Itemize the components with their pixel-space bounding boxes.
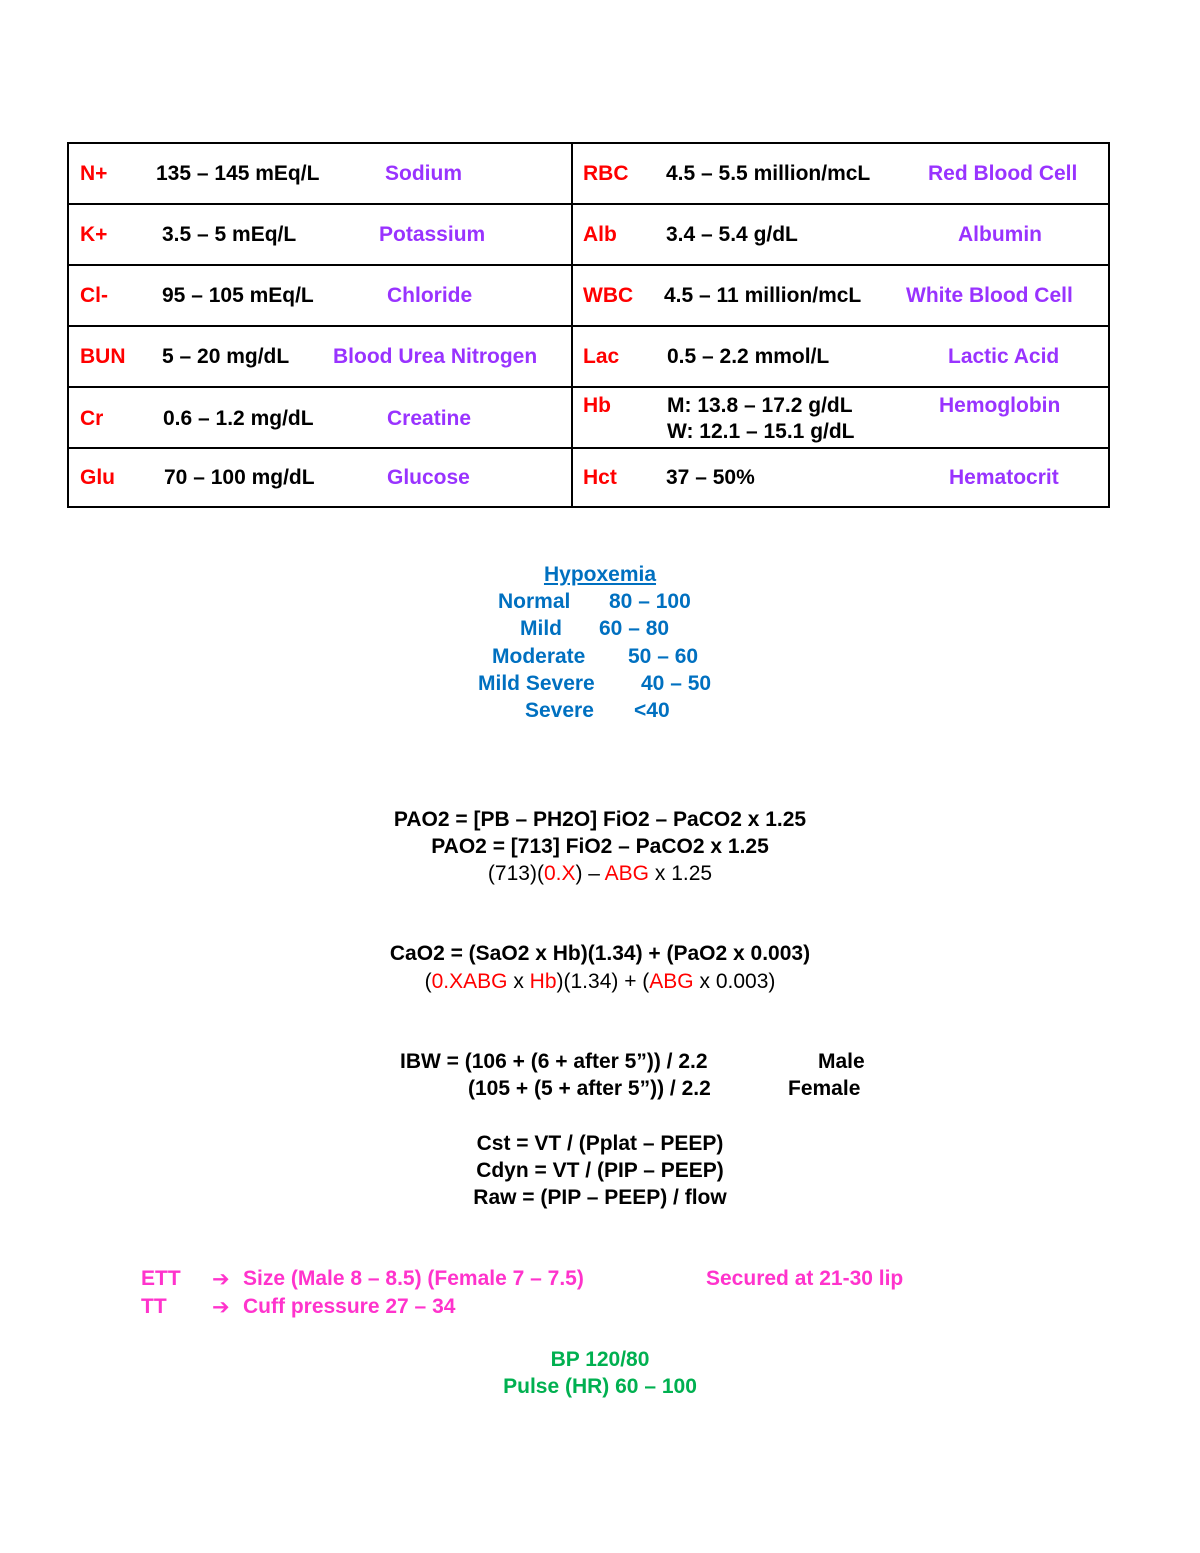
table-row (69, 205, 1108, 266)
pao2-worked-formula (0, 862, 1200, 886)
hypoxemia-level-label: Severe (525, 699, 594, 722)
lab-abbr: RBC (583, 162, 629, 185)
table-row (69, 144, 1108, 205)
ibw-female-formula: (105 + (5 + after 5”)) / 2.2 (468, 1077, 711, 1100)
lab-range-women: W: 12.1 – 15.1 g/dL (667, 420, 855, 443)
tt-label: TT (141, 1295, 167, 1318)
pulse-rate: Pulse (HR) 60 – 100 (503, 1375, 697, 1398)
hypoxemia-level-label: Normal (498, 590, 571, 613)
lab-range: 5 – 20 mg/dL (162, 345, 290, 368)
hypoxemia-level-label: Mild (520, 617, 562, 640)
hypoxemia-level-range: 40 – 50 (641, 672, 712, 695)
pao2-formula: PAO2 = [PB – PH2O] FiO2 – PaCO2 x 1.25 (393, 808, 807, 831)
lab-abbr: Hb (583, 394, 611, 417)
arrow-icon: ➔ (212, 1296, 230, 1319)
hypoxemia-level-range: <40 (634, 699, 670, 722)
lab-name: Sodium (385, 162, 462, 185)
cao2-worked-formula (0, 970, 1200, 994)
blood-pressure: BP 120/80 (550, 1348, 650, 1371)
lab-name: Potassium (379, 223, 486, 246)
lab-name: Albumin (958, 223, 1042, 246)
formula-part: 0.X (543, 862, 576, 885)
table-row (69, 266, 1108, 327)
hypoxemia-title: Hypoxemia (543, 563, 657, 586)
lab-values-table (67, 142, 1110, 508)
hypoxemia-level-range: 60 – 80 (599, 617, 670, 640)
formula-part: (713)( (487, 862, 544, 885)
lab-abbr: N+ (80, 162, 108, 185)
lab-abbr: Alb (583, 223, 617, 246)
arrow-icon: ➔ (212, 1268, 230, 1291)
lab-range: 0.5 – 2.2 mmol/L (667, 345, 830, 368)
lab-abbr: Glu (80, 466, 115, 489)
lab-range-men: M: 13.8 – 17.2 g/dL (667, 394, 853, 417)
hypoxemia-level-range: 80 – 100 (609, 590, 691, 613)
lab-name: Chloride (387, 284, 473, 307)
ett-size-text: Size (Male 8 – 8.5) (Female 7 – 7.5) (243, 1267, 584, 1290)
lab-abbr: WBC (583, 284, 634, 307)
cao2-formula: CaO2 = (SaO2 x Hb)(1.34) + (PaO2 x 0.003) (389, 942, 811, 965)
ibw-female-label: Female (788, 1077, 861, 1100)
ett-label: ETT (141, 1267, 181, 1290)
pao2-formula-simplified: PAO2 = [713] FiO2 – PaCO2 x 1.25 (431, 835, 769, 858)
lab-abbr: Cr (80, 407, 104, 430)
formula-part: ABG (649, 970, 694, 993)
lab-name: Glucose (387, 466, 470, 489)
hypoxemia-level-range: 50 – 60 (628, 645, 699, 668)
dynamic-compliance-formula: Cdyn = VT / (PIP – PEEP) (476, 1159, 724, 1182)
lab-name: Red Blood Cell (928, 162, 1078, 185)
lab-range: 135 – 145 mEq/L (156, 162, 320, 185)
lab-range: 95 – 105 mEq/L (162, 284, 314, 307)
formula-part: ( (424, 970, 432, 993)
lab-abbr: Lac (583, 345, 620, 368)
ett-secured-text: Secured at 21-30 lip (706, 1267, 904, 1290)
formula-part: )(1.34) + ( (556, 970, 650, 993)
lab-abbr: K+ (80, 223, 108, 246)
lab-abbr: Cl- (80, 284, 108, 307)
formula-part: ABG (604, 862, 650, 885)
lab-name: Creatine (387, 407, 472, 430)
lab-range: 3.5 – 5 mEq/L (162, 223, 297, 246)
lab-name: Lactic Acid (948, 345, 1060, 368)
tt-cuff-text: Cuff pressure 27 – 34 (243, 1295, 456, 1318)
lab-name: White Blood Cell (906, 284, 1073, 307)
ibw-male-label: Male (818, 1050, 865, 1073)
hypoxemia-level-label: Moderate (492, 645, 586, 668)
static-compliance-formula: Cst = VT / (Pplat – PEEP) (476, 1132, 724, 1155)
lab-name: Hematocrit (949, 466, 1059, 489)
lab-range: 4.5 – 11 million/mcL (664, 284, 862, 307)
lab-range: 70 – 100 mg/dL (164, 466, 315, 489)
formula-part: x (507, 970, 530, 993)
lab-abbr: Hct (583, 466, 617, 489)
lab-abbr: BUN (80, 345, 126, 368)
lab-range: 4.5 – 5.5 million/mcL (666, 162, 871, 185)
lab-range: 37 – 50% (666, 466, 755, 489)
lab-range: 0.6 – 1.2 mg/dL (163, 407, 314, 430)
formula-part: ) – (575, 862, 605, 885)
formula-part: x 0.003) (693, 970, 776, 993)
airway-resistance-formula: Raw = (PIP – PEEP) / flow (473, 1186, 727, 1209)
lab-name: Blood Urea Nitrogen (333, 345, 538, 368)
formula-part: 0.XABG (431, 970, 508, 993)
table-row (69, 388, 1108, 449)
ibw-male-formula: IBW = (106 + (6 + after 5”)) / 2.2 (400, 1050, 708, 1073)
table-row (69, 449, 1108, 508)
hypoxemia-level-label: Mild Severe (478, 672, 595, 695)
formula-part: Hb (529, 970, 557, 993)
lab-name: Hemoglobin (939, 394, 1061, 417)
formula-part: x 1.25 (649, 862, 713, 885)
table-row (69, 327, 1108, 388)
lab-range: 3.4 – 5.4 g/dL (666, 223, 798, 246)
